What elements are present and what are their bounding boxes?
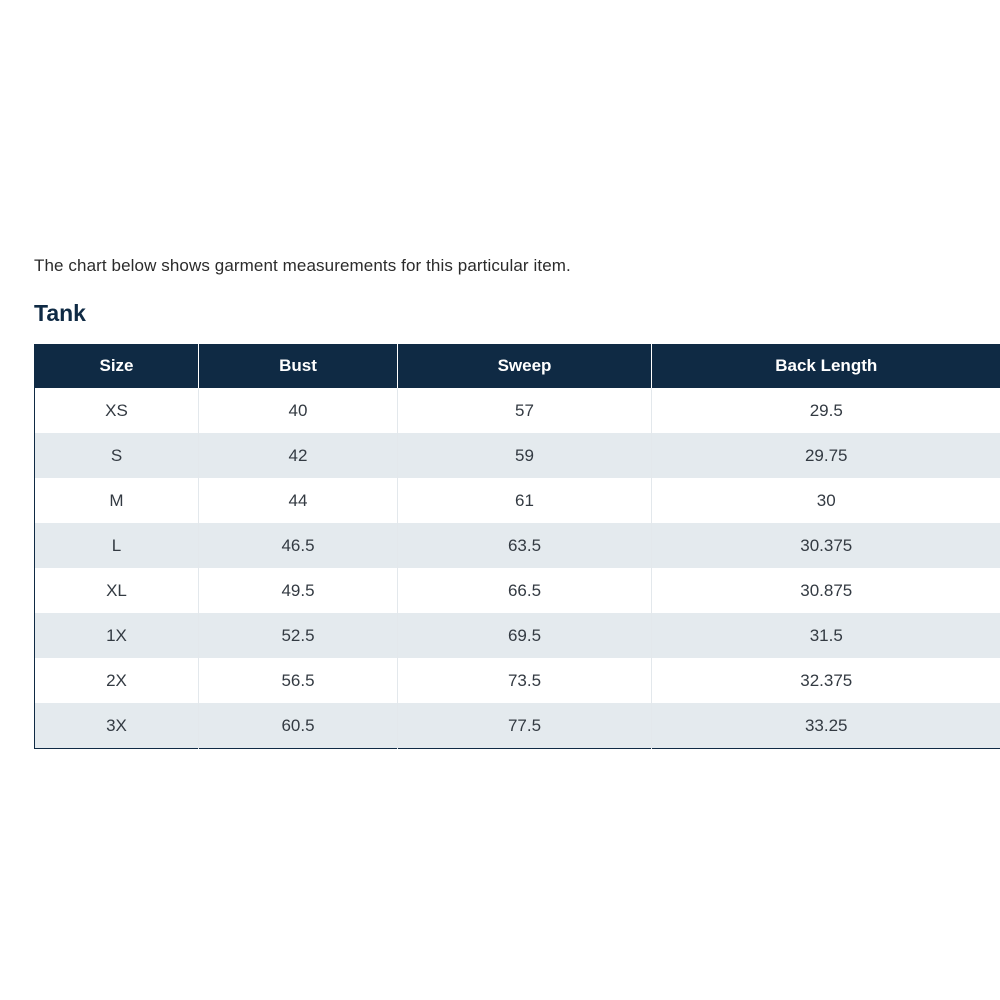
header-bust: Bust	[199, 344, 398, 388]
cell-size: XL	[35, 568, 199, 613]
table-row	[35, 388, 1000, 433]
cell-sweep: 61	[398, 478, 652, 523]
cell-size: XS	[35, 388, 199, 433]
table-row	[35, 613, 1000, 658]
cell-back-length: 29.75	[652, 433, 1000, 478]
header-sweep: Sweep	[398, 344, 652, 388]
cell-sweep: 69.5	[398, 613, 652, 658]
cell-back-length: 29.5	[809, 400, 843, 420]
cell-sweep: 77.5	[398, 703, 652, 749]
cell-bust: 56.5	[199, 658, 398, 703]
page-title: Tank	[34, 300, 86, 326]
header-back-length: Back Length	[652, 344, 1000, 388]
cell-size: 1X	[35, 613, 199, 658]
cell-sweep: 63.5	[398, 523, 652, 568]
cell-bust: 60.5	[199, 703, 398, 749]
cell-size: M	[35, 478, 199, 523]
cell-back-length: 31.5	[652, 613, 1000, 658]
cell-bust: 49.5	[199, 568, 398, 613]
header-size: Size	[35, 344, 199, 388]
size-chart-table	[34, 344, 1000, 749]
table-row	[35, 478, 1000, 523]
cell-size: S	[35, 433, 199, 478]
cell-back-length: 30	[816, 490, 836, 510]
cell-sweep: 73.5	[398, 658, 652, 703]
cell-bust: 52.5	[199, 613, 398, 658]
table-header-row	[35, 344, 1000, 388]
cell-back-length: 33.25	[652, 703, 1000, 749]
cell-back-length: 30.375	[652, 523, 1000, 568]
cell-sweep: 59	[398, 433, 652, 478]
cell-size: L	[35, 523, 199, 568]
table-row	[35, 433, 1000, 478]
cell-bust: 46.5	[199, 523, 398, 568]
table-row	[35, 703, 1000, 749]
table-row	[35, 523, 1000, 568]
cell-bust: 42	[199, 433, 398, 478]
cell-bust: 44	[199, 478, 398, 523]
cell-size: 3X	[35, 703, 199, 749]
table-row	[35, 658, 1000, 703]
cell-back-length: 30.875	[800, 580, 853, 600]
intro-text: The chart below shows garment measurements for this particular item.	[34, 256, 571, 275]
cell-back-length: 32.375	[800, 670, 853, 690]
cell-sweep: 57	[398, 388, 652, 433]
cell-bust: 40	[199, 388, 398, 433]
cell-size: 2X	[35, 658, 199, 703]
table-row	[35, 568, 1000, 613]
cell-sweep: 66.5	[398, 568, 652, 613]
